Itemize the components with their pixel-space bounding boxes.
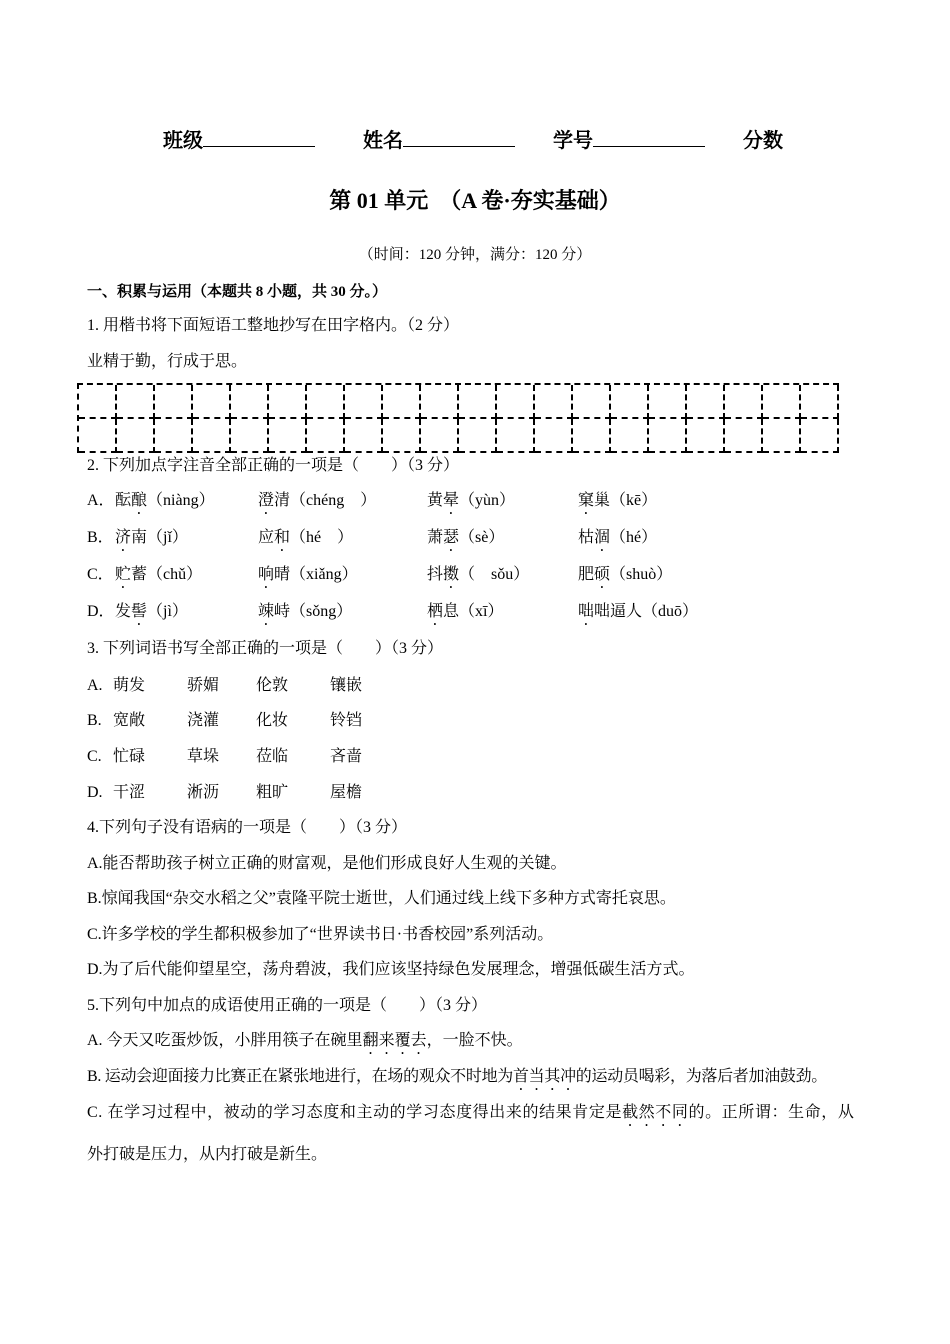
grid-cell <box>535 419 573 453</box>
q4-option-b: B.惊闻我国“杂交水稻之父”袁隆平院士逝世，人们通过线上线下多种方式寄托哀思。 <box>87 890 676 907</box>
q2-item <box>258 491 376 518</box>
q3-word: 伦敦 <box>256 677 289 694</box>
q2-item <box>115 602 188 629</box>
dotted-char: 贮 <box>115 566 132 583</box>
q3-word: 干涩 <box>113 784 146 801</box>
q3-option-label: A. <box>87 677 103 694</box>
text: 肥 <box>578 566 595 583</box>
q2-item <box>427 491 515 518</box>
id-blank <box>593 128 705 147</box>
q4-option-a: A.能否帮助孩子树立正确的财富观，是他们形成良好人生观的关键。 <box>87 855 567 872</box>
text: 枯 <box>578 529 595 546</box>
grid-cell <box>155 385 193 419</box>
q3-word: 镶嵌 <box>330 677 363 694</box>
pinyin: （kē） <box>610 492 658 509</box>
grid-cell <box>383 385 421 419</box>
grid-cell <box>801 419 839 453</box>
q4-option-c: C.许多学校的学生都积极参加了“世界读书日·书香校园”系列活动。 <box>87 926 554 943</box>
text: 息 <box>443 603 460 620</box>
pinyin: （yùn） <box>459 492 516 509</box>
dotted-char: 涸 <box>594 529 611 546</box>
q3-word: 铃铛 <box>330 712 363 729</box>
pinyin: （sè） <box>459 529 505 546</box>
q5-stem: 5.下列句中加点的成语使用正确的一项是（ ）（3 分） <box>87 997 488 1014</box>
section-heading: 一、积累与运用（本题共 8 小题，共 30 分。） <box>87 284 388 300</box>
dotted-char: 窠 <box>578 492 595 509</box>
grid-cell <box>307 419 345 453</box>
text: 的运动员喝彩，为落后者加油鼓劲。 <box>575 1068 827 1085</box>
text: 蓄 <box>131 566 148 583</box>
pinyin: （sǒng） <box>290 603 353 620</box>
grid-cell <box>193 419 231 453</box>
q3-word: 淅沥 <box>187 784 220 801</box>
q3-word: 浇灌 <box>187 712 220 729</box>
dotted-char: 硕 <box>594 566 611 583</box>
q3-word: 莅临 <box>256 748 289 765</box>
dotted-char: 澄 <box>258 492 275 509</box>
q2-item <box>427 528 504 555</box>
pinyin: （hé） <box>610 529 658 546</box>
text: ，一脸不快。 <box>426 1032 523 1049</box>
writing-grid <box>77 383 839 453</box>
q2-item <box>578 491 657 518</box>
header-fields <box>163 128 783 151</box>
text: A. 今天又吃蛋炒饭，小胖用筷子在碗里 <box>87 1032 363 1049</box>
q2-item <box>578 602 698 629</box>
q2-item <box>578 565 672 592</box>
text: 萧 <box>427 529 444 546</box>
q1-stem: 1. 用楷书将下面短语工整地抄写在田字格内。（2 分） <box>87 317 460 334</box>
grid-cell <box>117 419 155 453</box>
q2-item <box>427 565 529 592</box>
text: 晴 <box>274 566 291 583</box>
dotted-idiom: 截然不同 <box>622 1104 689 1121</box>
dotted-idiom: 首当其冲 <box>512 1068 576 1085</box>
q5-option-b <box>87 1067 827 1094</box>
exam-subtitle: （时间：120 分钟，满分：120 分） <box>358 247 592 263</box>
grid-cell <box>459 385 497 419</box>
q2-item <box>258 602 352 629</box>
grid-cell <box>459 419 497 453</box>
q1-phrase: 业精于勤，行成于思。 <box>87 353 248 370</box>
text: 应 <box>258 529 275 546</box>
page-title: 第 01 单元 （A 卷·夯实基础） <box>329 188 621 213</box>
text: 酝 <box>115 492 132 509</box>
q5-option-a <box>87 1031 523 1058</box>
q3-word: 吝啬 <box>330 748 363 765</box>
grid-cell <box>763 385 801 419</box>
dotted-char: 髻 <box>131 603 148 620</box>
pinyin: （chéng ） <box>290 492 377 509</box>
name-blank <box>403 128 515 147</box>
q2-item <box>115 565 202 592</box>
grid-cell <box>497 385 535 419</box>
q2-item <box>258 528 353 555</box>
q3-word: 萌发 <box>113 677 146 694</box>
grid-cell <box>573 419 611 453</box>
pinyin: （ sǒu） <box>459 566 530 583</box>
text: 的。正所谓：生命，从 <box>688 1104 855 1121</box>
q2-option-label: B． <box>87 529 114 546</box>
dotted-char: 咄 <box>578 603 595 620</box>
q3-word: 化妆 <box>256 712 289 729</box>
q3-option-label: B. <box>87 712 102 729</box>
grid-cell <box>345 419 383 453</box>
q3-word: 忙碌 <box>113 748 146 765</box>
grid-cell <box>725 385 763 419</box>
grid-cell <box>231 385 269 419</box>
score-label: 分数 <box>743 130 783 152</box>
text: 清 <box>274 492 291 509</box>
dotted-char: 竦 <box>258 603 275 620</box>
q3-stem: 3. 下列词语书写全部正确的一项是（ ）（3 分） <box>87 640 444 657</box>
q2-option-label: D． <box>87 603 115 620</box>
grid-cell <box>79 419 117 453</box>
grid-cell <box>573 385 611 419</box>
grid-cell <box>307 385 345 419</box>
grid-cell <box>687 419 725 453</box>
text: C. 在学习过程中，被动的学习态度和主动的学习态度得出来的结果肯定是 <box>87 1104 623 1121</box>
pinyin: （hé ） <box>290 529 354 546</box>
dotted-char: 济 <box>115 529 132 546</box>
q2-item <box>115 491 215 518</box>
q2-item <box>427 602 503 629</box>
grid-cell <box>117 385 155 419</box>
dotted-char: 栖 <box>427 603 444 620</box>
grid-cell <box>611 419 649 453</box>
pinyin: （jǐ） <box>147 529 188 546</box>
text: 巢 <box>594 492 611 509</box>
dotted-char: 擞 <box>443 566 460 583</box>
pinyin: （xiǎng） <box>290 566 358 583</box>
q3-word: 粗旷 <box>256 784 289 801</box>
q3-option-label: D. <box>87 784 103 801</box>
grid-cell <box>611 385 649 419</box>
pinyin: （duō） <box>642 603 699 620</box>
text: 黄 <box>427 492 444 509</box>
pinyin: （jì） <box>147 603 188 620</box>
grid-cell <box>725 419 763 453</box>
grid-cell <box>269 385 307 419</box>
grid-cell <box>345 385 383 419</box>
dotted-char: 晕 <box>443 492 460 509</box>
class-label: 班级 <box>163 130 203 152</box>
dotted-char: 和 <box>274 529 291 546</box>
pinyin: （shuò） <box>610 566 673 583</box>
q2-option-label: A． <box>87 492 115 509</box>
grid-cell <box>193 385 231 419</box>
q3-word: 屋檐 <box>330 784 363 801</box>
name-label: 姓名 <box>363 130 403 152</box>
dotted-idiom: 翻来覆去 <box>362 1032 427 1049</box>
q2-item <box>115 528 188 555</box>
text: B. 运动会迎面接力比赛正在紧张地进行，在场的观众不时地为 <box>87 1068 513 1085</box>
grid-cell <box>383 419 421 453</box>
grid-cell <box>535 385 573 419</box>
grid-cell <box>687 385 725 419</box>
grid-cell <box>421 385 459 419</box>
q3-word: 骄媚 <box>187 677 220 694</box>
dotted-char: 酿 <box>131 492 148 509</box>
grid-cell <box>497 419 535 453</box>
text: 南 <box>131 529 148 546</box>
grid-cell <box>649 419 687 453</box>
grid-cell <box>421 419 459 453</box>
q5-option-c <box>87 1103 855 1130</box>
grid-cell <box>649 385 687 419</box>
q4-option-d: D.为了后代能仰望星空，荡舟碧波，我们应该坚持绿色发展理念，增强低碳生活方式。 <box>87 961 695 978</box>
q2-stem: 2. 下列加点字注音全部正确的一项是（ ）（3 分） <box>87 457 460 474</box>
q2-option-label: C． <box>87 566 114 583</box>
q3-word: 宽敞 <box>113 712 146 729</box>
q2-item <box>258 565 358 592</box>
text: 咄逼人 <box>594 603 643 620</box>
pinyin: （xī） <box>459 603 504 620</box>
grid-cell <box>269 419 307 453</box>
q3-option-label: C. <box>87 748 102 765</box>
q5-option-c-continued: 外打破是压力，从内打破是新生。 <box>87 1146 328 1163</box>
grid-cell <box>231 419 269 453</box>
text: 发 <box>115 603 132 620</box>
grid-cell <box>79 385 117 419</box>
text: 抖 <box>427 566 444 583</box>
text: 峙 <box>274 603 291 620</box>
pinyin: （niàng） <box>147 492 215 509</box>
pinyin: （chǔ） <box>147 566 203 583</box>
class-blank <box>203 128 315 147</box>
grid-cell <box>155 419 193 453</box>
dotted-char: 响 <box>258 566 275 583</box>
q4-stem: 4.下列句子没有语病的一项是（ ）（3 分） <box>87 819 408 836</box>
dotted-char: 瑟 <box>443 529 460 546</box>
grid-cell <box>763 419 801 453</box>
q2-item <box>578 528 657 555</box>
q3-word: 草垛 <box>187 748 220 765</box>
id-label: 学号 <box>553 130 593 152</box>
grid-cell <box>801 385 839 419</box>
